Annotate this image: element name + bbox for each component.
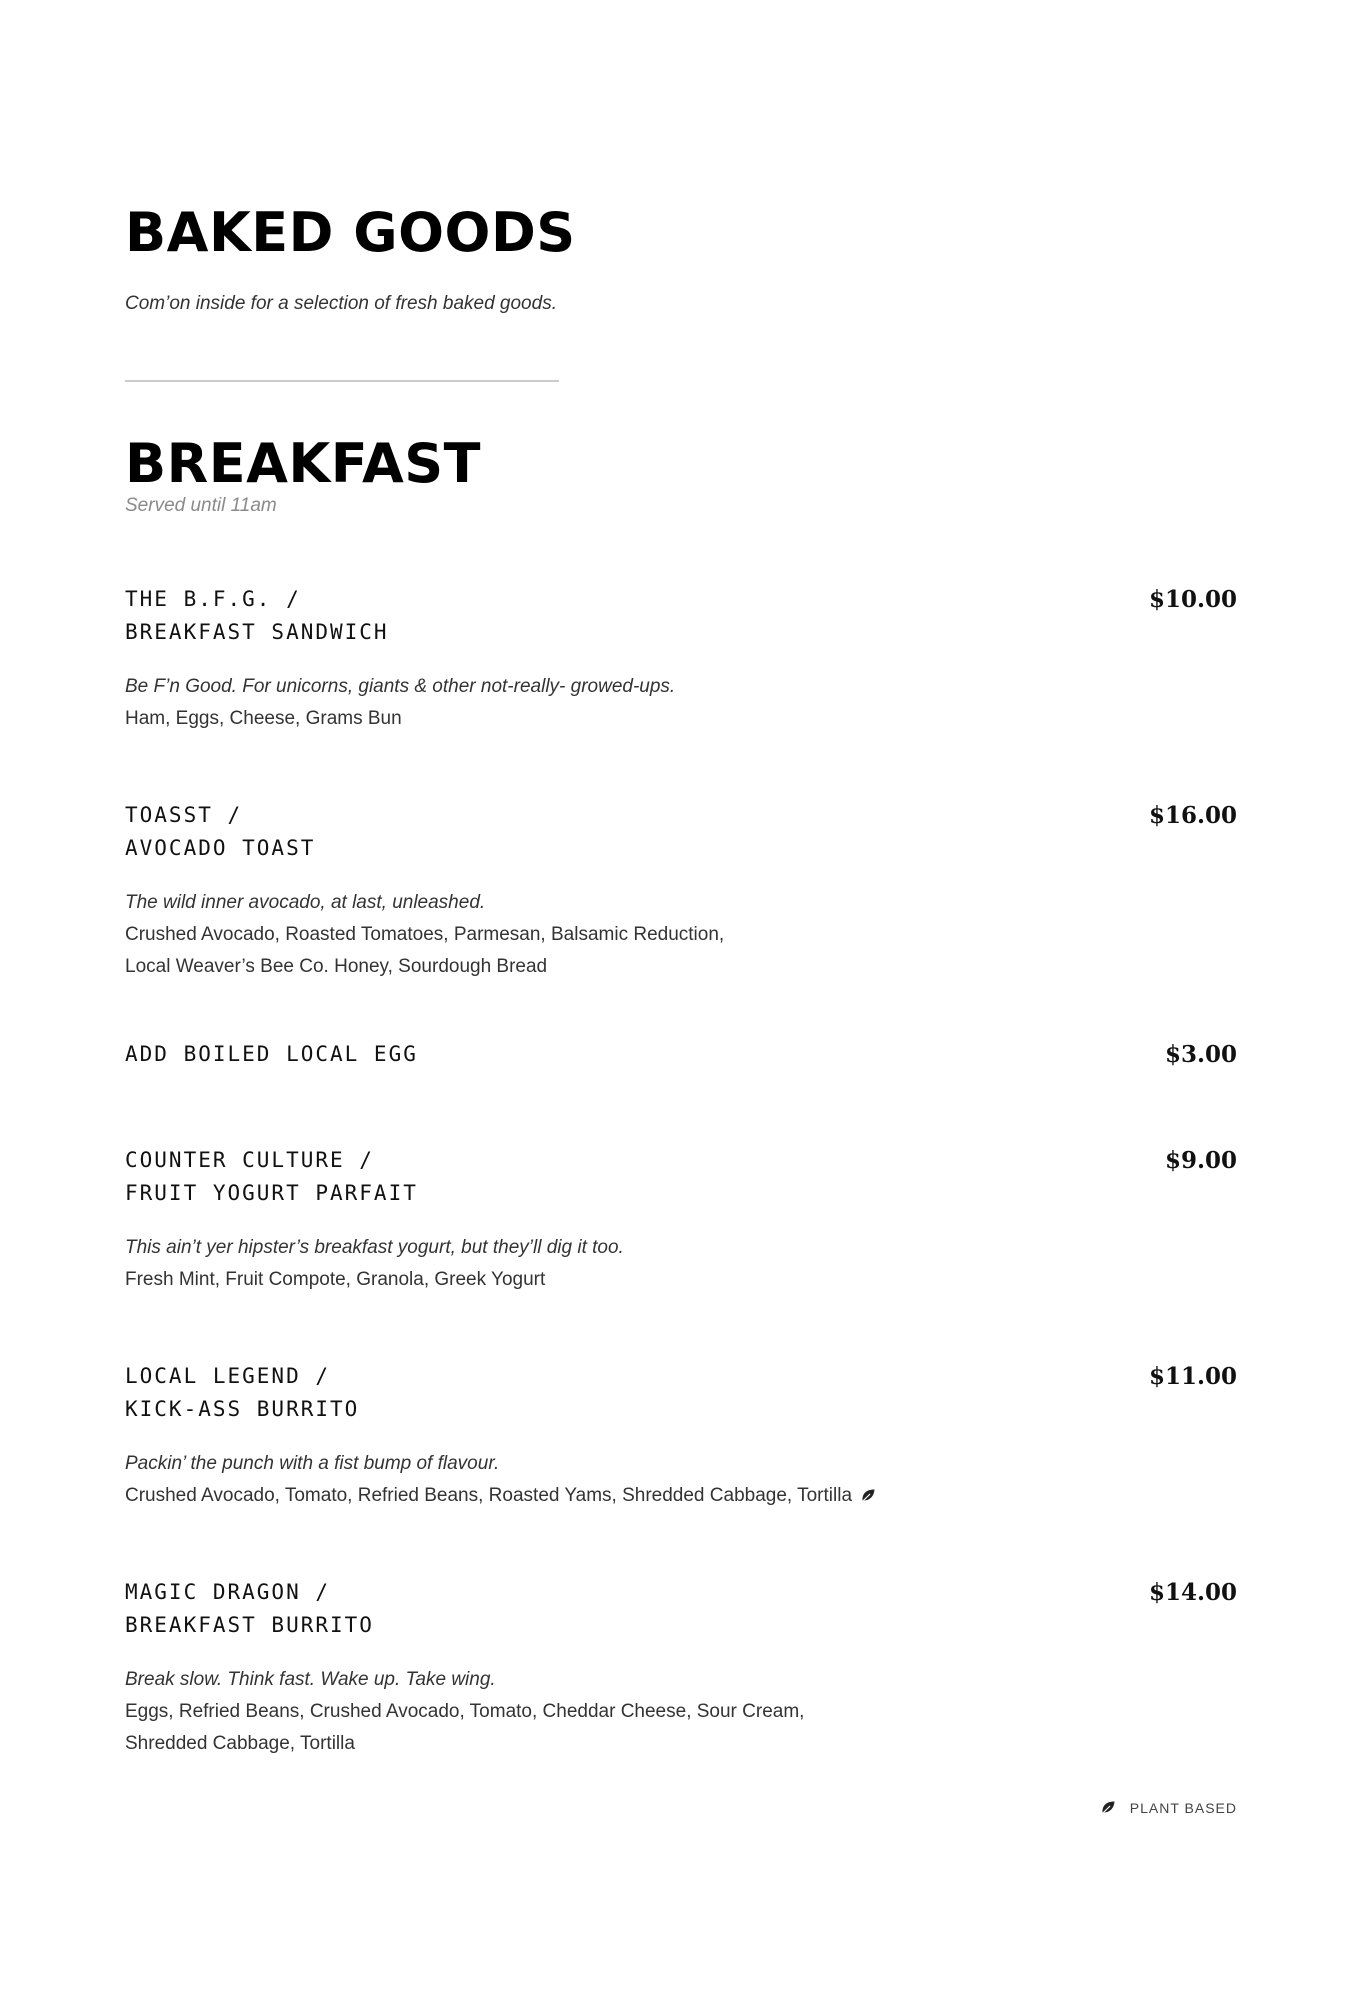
menu-item-local-legend xyxy=(125,1360,1237,1512)
item-ingredients: Eggs, Refried Beans, Crushed Avocado, Tomato, Cheddar Cheese, Sour Cream, xyxy=(125,1701,805,1722)
breakfast-subtitle: Served until 11am xyxy=(125,495,277,516)
item-ingredients-row xyxy=(125,1480,1237,1512)
item-tagline: Be F’n Good. For unicorns, giants & other not-really- growed-ups. xyxy=(125,676,676,697)
item-price: $9.00 xyxy=(1164,1147,1237,1174)
item-ingredients: Local Weaver’s Bee Co. Honey, Sourdough Bread xyxy=(125,956,548,977)
item-tagline: Break slow. Think fast. Wake up. Take wing. xyxy=(125,1669,496,1690)
item-name-line2: FRUIT YOGURT PARFAIT xyxy=(125,1181,418,1205)
leaf-icon xyxy=(1100,1800,1116,1816)
section-divider xyxy=(125,380,559,382)
item-name-line1: LOCAL LEGEND / xyxy=(125,1364,331,1388)
item-ingredients: Crushed Avocado, Roasted Tomatoes, Parmesan, Balsamic Reduction, xyxy=(125,924,725,945)
item-price: $11.00 xyxy=(1148,1363,1237,1390)
item-ingredients: Ham, Eggs, Cheese, Grams Bun xyxy=(125,708,402,729)
item-name xyxy=(125,1038,885,1071)
plant-based-legend xyxy=(1100,1800,1237,1816)
item-ingredients: Crushed Avocado, Tomato, Refried Beans, Roasted Yams, Shredded Cabbage, Tortilla xyxy=(125,1485,853,1506)
item-name-line1: COUNTER CULTURE / xyxy=(125,1148,374,1172)
menu-item-bfg xyxy=(125,583,1237,735)
item-name xyxy=(125,1144,885,1210)
item-name-line1: TOASST / xyxy=(125,803,243,827)
item-price: $10.00 xyxy=(1148,586,1237,613)
item-price: $16.00 xyxy=(1148,802,1237,829)
item-price: $3.00 xyxy=(1164,1041,1237,1068)
baked-goods-title: BAKED GOODS xyxy=(125,201,576,264)
item-tagline: The wild inner avocado, at last, unleashed. xyxy=(125,892,486,913)
item-tagline: Packin’ the punch with a fist bump of flavour. xyxy=(125,1453,500,1474)
item-price: $14.00 xyxy=(1148,1579,1237,1606)
item-name xyxy=(125,1576,885,1642)
item-ingredients: Shredded Cabbage, Tortilla xyxy=(125,1733,355,1754)
menu-item-toasst xyxy=(125,799,1237,983)
item-ingredients: Fresh Mint, Fruit Compote, Granola, Greek Yogurt xyxy=(125,1269,546,1290)
item-name xyxy=(125,1360,885,1426)
leaf-icon xyxy=(860,1488,876,1504)
baked-goods-description: Com’on inside for a selection of fresh baked goods. xyxy=(125,293,557,314)
item-name xyxy=(125,583,885,649)
item-name-line2: AVOCADO TOAST xyxy=(125,836,316,860)
item-name-line1: THE B.F.G. / xyxy=(125,587,301,611)
item-name-line2: KICK-ASS BURRITO xyxy=(125,1397,360,1421)
legend-label: PLANT BASED xyxy=(1129,1800,1237,1816)
item-tagline: This ain’t yer hipster’s breakfast yogurt, but they’ll dig it too. xyxy=(125,1237,624,1258)
menu-item-magic-dragon xyxy=(125,1576,1237,1760)
item-name-line1: ADD BOILED LOCAL EGG xyxy=(125,1042,418,1066)
breakfast-title: BREAKFAST xyxy=(125,432,481,495)
menu-item-counter-culture xyxy=(125,1144,1237,1296)
menu-page xyxy=(125,0,1237,2000)
item-name-line1: MAGIC DRAGON / xyxy=(125,1580,331,1604)
item-name-line2: BREAKFAST SANDWICH xyxy=(125,620,389,644)
item-name-line2: BREAKFAST BURRITO xyxy=(125,1613,374,1637)
menu-item-add-egg xyxy=(125,1038,1237,1071)
item-name xyxy=(125,799,885,865)
